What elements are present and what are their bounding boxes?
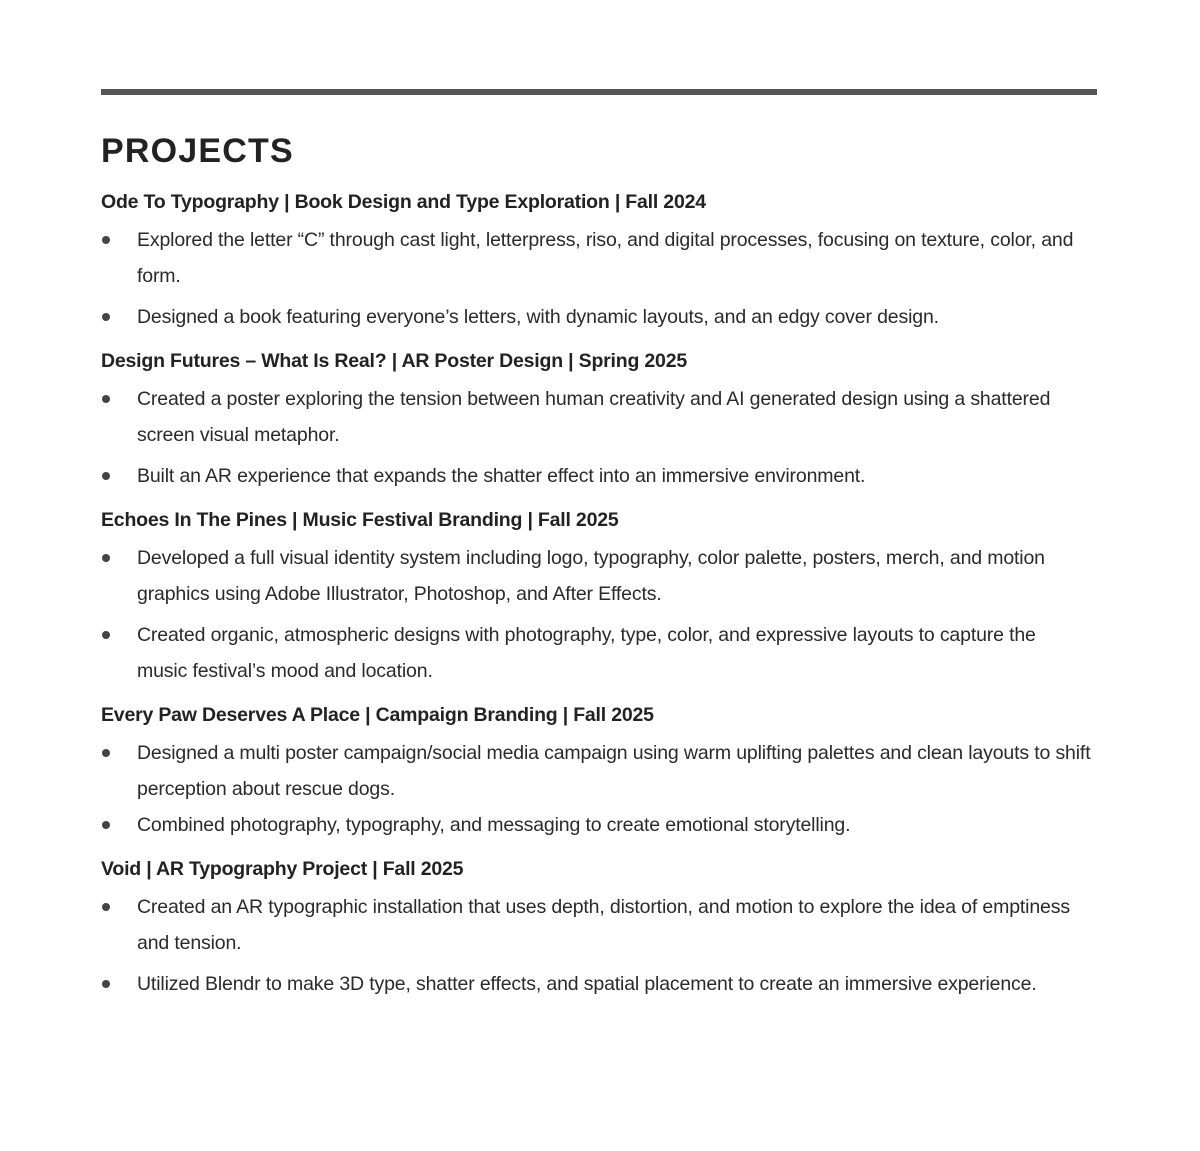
bullet-item [101, 222, 1091, 294]
bullet-item [101, 458, 1091, 494]
bullet-text: Utilized Blendr to make 3D type, shatter effects, and spatial placement to create an immersive experience. [137, 973, 1037, 995]
project-bullets [101, 222, 1091, 335]
bullet-dot-icon [102, 236, 110, 244]
bullet-text: Created a poster exploring the tension between human creativity and AI generated design using a shattered screen visual metaphor. [137, 388, 1051, 446]
project-heading: Design Futures – What Is Real? | AR Poster Design | Spring 2025 [101, 350, 687, 372]
project-entry [101, 345, 1091, 494]
bullet-dot-icon [102, 749, 110, 757]
bullet-text: Designed a multi poster campaign/social media campaign using warm uplifting palettes and clean layouts to shift perception about rescue dogs. [137, 742, 1091, 800]
bullet-text: Created an AR typographic installation that uses depth, distortion, and motion to explore the idea of emptiness and tension. [137, 896, 1070, 954]
bullet-dot-icon [102, 980, 110, 988]
bullet-text: Designed a book featuring everyone’s letters, with dynamic layouts, and an edgy cover design. [137, 306, 939, 328]
bullet-text: Combined photography, typography, and messaging to create emotional storytelling. [137, 814, 851, 836]
project-heading: Every Paw Deserves A Place | Campaign Branding | Fall 2025 [101, 704, 654, 726]
project-entry [101, 853, 1091, 1002]
bullet-item [101, 966, 1091, 1002]
bullet-dot-icon [102, 313, 110, 321]
bullet-dot-icon [102, 472, 110, 480]
bullet-dot-icon [102, 903, 110, 911]
project-heading: Echoes In The Pines | Music Festival Branding | Fall 2025 [101, 509, 619, 531]
bullet-text: Explored the letter “C” through cast light, letterpress, riso, and digital processes, focusing on texture, color, and form. [137, 229, 1074, 287]
project-bullets [101, 381, 1091, 494]
project-bullets [101, 735, 1091, 843]
projects-list [101, 186, 1091, 1002]
project-entry [101, 186, 1091, 335]
bullet-text: Built an AR experience that expands the shatter effect into an immersive environment. [137, 465, 866, 487]
bullet-item [101, 617, 1091, 689]
project-bullets [101, 540, 1091, 689]
section-divider [101, 89, 1097, 95]
bullet-text: Created organic, atmospheric designs with photography, type, color, and expressive layouts to capture the music festival’s mood and location. [137, 624, 1036, 682]
bullet-item [101, 735, 1091, 807]
project-heading: Ode To Typography | Book Design and Type Exploration | Fall 2024 [101, 191, 706, 213]
project-entry [101, 699, 1091, 843]
section-title: PROJECTS [101, 132, 294, 170]
bullet-dot-icon [102, 631, 110, 639]
bullet-item [101, 299, 1091, 335]
bullet-dot-icon [102, 395, 110, 403]
project-heading: Void | AR Typography Project | Fall 2025 [101, 858, 464, 880]
bullet-dot-icon [102, 554, 110, 562]
project-entry [101, 504, 1091, 689]
bullet-item [101, 381, 1091, 453]
bullet-text: Developed a full visual identity system including logo, typography, color palette, posters, merch, and motion graphics using Adobe Illustrator, Photoshop, and After Effects. [137, 547, 1045, 605]
project-bullets [101, 889, 1091, 1002]
bullet-item [101, 889, 1091, 961]
bullet-item [101, 540, 1091, 612]
bullet-item [101, 807, 1091, 843]
bullet-dot-icon [102, 821, 110, 829]
